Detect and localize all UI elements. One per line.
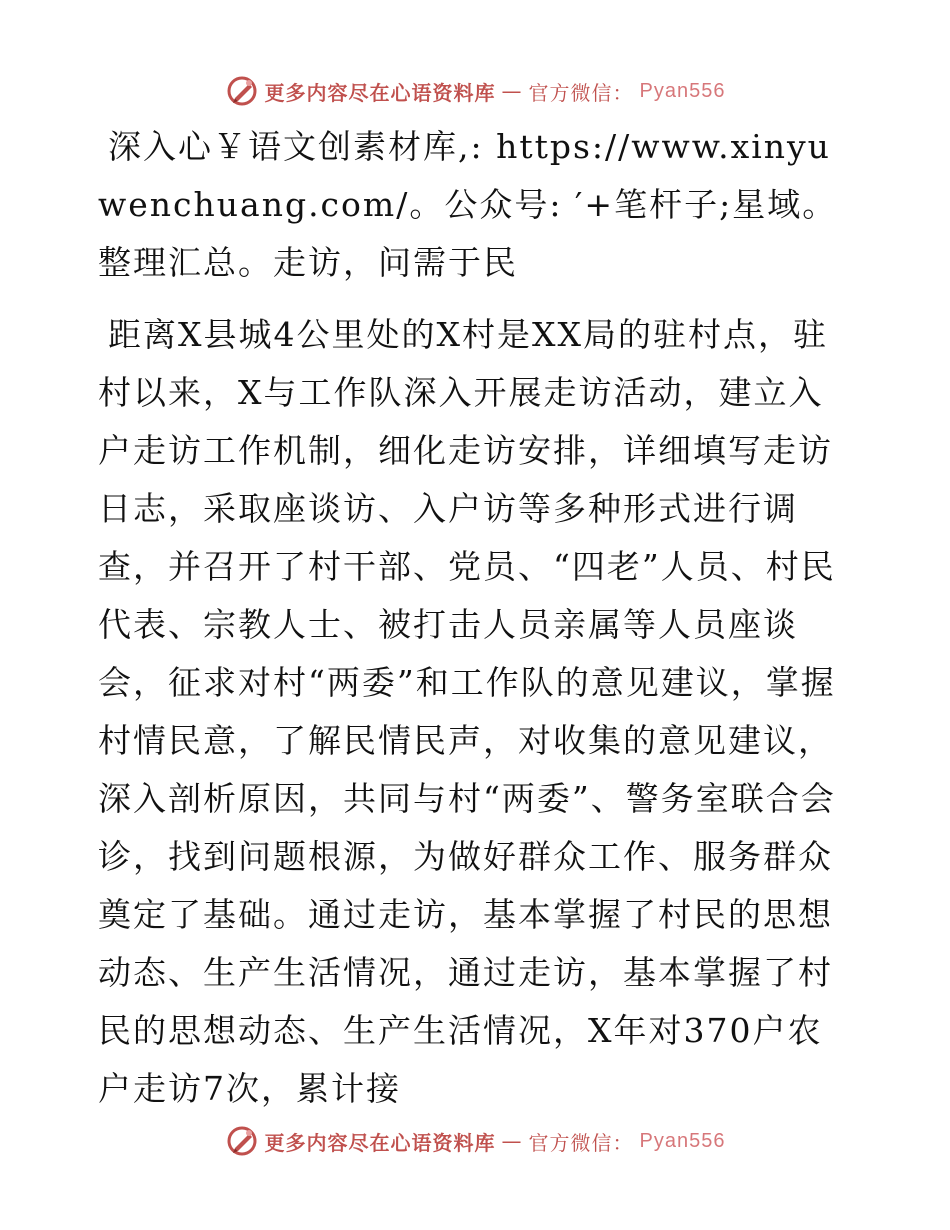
footer-main-text: 更多内容尽在心语资料库 — [264, 1130, 496, 1155]
banner-dash: — — [501, 79, 523, 103]
body-paragraph: 距离X县城4公里处的X村是XX局的驻村点，驻村以来，X与工作队深入开展走访活动，建立入户走访工作机制，细化走访安排，详细填写走访日志，采取座谈访、入户访等多种形式进行调查，并召开了村干部、党员、“四老”人员、村民代表、宗教人士、被打击人员亲属等人员座谈会，征求对村“两委”和工作队的意见建议，掌握村情民意，了解民情民声，对收集的意见建议，深入剖析原因，共同与村“两委”、警务室联合会诊，找到问题根源，为做好群众工作、服务群众奠定了基础。通过走访，基本掌握了村民的思想动态、生产生活情况，通过走访，基本掌握了村民的思想动态、生产生活情况，X年对370户农户走访7次，累计接 — [98, 315, 836, 1108]
footer-wechat-label: 官方微信： — [528, 1130, 634, 1155]
footer-banner — [0, 1124, 950, 1158]
banner-wechat-label: 官方微信： — [528, 80, 634, 105]
pen-logo-icon — [225, 74, 259, 108]
intro-paragraph: 深入心￥语文创素材库,: https://www.xinyuwenchuang.com/。公众号: ′+笔杆子;星域。整理汇总。走访，问需于民 — [98, 127, 838, 282]
banner-wechat-id: Pyan556 — [639, 79, 726, 102]
banner-main-text: 更多内容尽在心语资料库 — [264, 80, 496, 105]
footer-dash: — — [501, 1129, 523, 1153]
pen-logo-icon — [225, 1124, 259, 1158]
intro-section — [98, 118, 850, 292]
body-section — [98, 306, 850, 1118]
footer-wechat-id: Pyan556 — [639, 1129, 726, 1152]
header-banner — [0, 74, 950, 108]
